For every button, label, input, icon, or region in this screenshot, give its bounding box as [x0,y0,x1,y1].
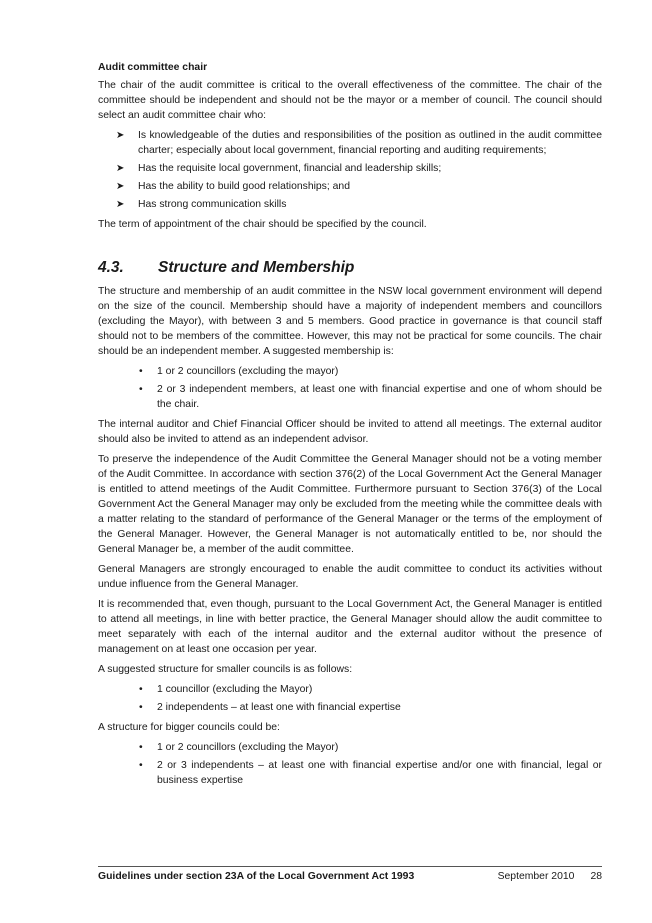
list-item: • 2 or 3 independent members, at least one with financial expertise and one of whom should be the chair. [139,384,602,410]
bullet-icon: • [139,384,143,395]
list-item: • 1 councillor (excluding the Mayor) [139,684,313,695]
list-item: • 2 or 3 independents – at least one with financial expertise and/or one with financial, legal or business expertise [139,760,602,786]
list-item: ➤ Has strong communication skills [116,199,287,210]
smaller-councils-list [98,682,602,715]
paragraph: It is recommended that, even though, pursuant to the Local Government Act, the General Manager is entitled to attend all meetings, in line with better practice, the General Manager should allow the audit committee to meet separately with each of the internal auditor and the external auditor without the presence of management on at least one occasion per year. [98,599,602,655]
section-number: 4.3. [98,259,124,276]
bullet-icon: • [139,684,143,695]
bigger-councils-list [98,740,602,788]
paragraph: General Managers are strongly encouraged to enable the audit committee to conduct its activities without undue influence from the General Manager. [98,564,602,590]
chair-criteria-list [98,128,602,212]
bullet-icon: • [139,702,143,713]
list-item: • 1 or 2 councillors (excluding the Mayor) [139,742,339,753]
footer-title: Guidelines under section 23A of the Local Government Act 1993 [98,871,415,882]
section-title: Structure and Membership [158,259,355,276]
list-item: ➤ Is knowledgeable of the duties and responsibilities of the position as outlined in the audit committee charter; especially about local government, financial reporting and auditing requirements; [116,130,602,156]
arrow-bullet-icon: ➤ [116,199,125,210]
paragraph: To preserve the independence of the Audit Committee the General Manager should not be a voting member of the Audit Committee. In accordance with section 376(2) of the Local Government Act the General Manager is entitled to attend meetings of the Audit Committee. Furthermore pursuant to Section 376(3) of the Local Government Act the General Manager may only be excluded from the meeting while the committee deals with a matter relating to the standard of performance of the General Manager or the terms of the employment of the General Manager. However, the General Manager is not automatically entitled to be, nor should the General Manager be, a member of the audit committee. [98,454,602,555]
list-item: • 1 or 2 councillors (excluding the mayor) [139,366,339,377]
arrow-bullet-icon: ➤ [116,181,125,192]
list-item: ➤ Has the ability to build good relationships; and [116,181,350,192]
arrow-bullet-icon: ➤ [116,130,125,141]
bullet-icon: • [139,366,143,377]
page-footer [98,866,602,882]
paragraph: A structure for bigger councils could be: [98,722,280,733]
membership-list [98,364,602,412]
bullet-icon: • [139,742,143,753]
chair-intro-paragraph: The chair of the audit committee is critical to the overall effectiveness of the committee. The chair of the committee should be independent and should not be the mayor or a member of council. The council should select an audit committee chair who: [98,80,602,121]
footer-date: September 2010 [497,871,575,882]
paragraph: The structure and membership of an audit committee in the NSW local government environment will depend on the size of the council. Membership should have a majority of independent members and councillors (excluding the Mayor), with between 3 and 5 members. Good practice in governance is that council staff should not to be members of the committee. However, this may not be practical for some councils. The chair should be an independent member. A suggested membership is: [98,286,602,357]
arrow-bullet-icon: ➤ [116,163,125,174]
paragraph: A suggested structure for smaller councils is as follows: [98,664,353,675]
list-item: • 2 independents – at least one with financial expertise [139,702,401,713]
subheading-audit-committee-chair: Audit committee chair [98,62,208,73]
page-number: 28 [590,871,602,882]
chair-term-paragraph: The term of appointment of the chair should be specified by the council. [98,219,427,230]
paragraph: The internal auditor and Chief Financial Officer should be invited to attend all meetings. The external auditor should also be invited to attend as an independent advisor. [98,419,602,445]
bullet-icon: • [139,760,143,771]
list-item: ➤ Has the requisite local government, financial and leadership skills; [116,163,442,174]
document-page [98,60,602,793]
section-heading [98,258,602,278]
